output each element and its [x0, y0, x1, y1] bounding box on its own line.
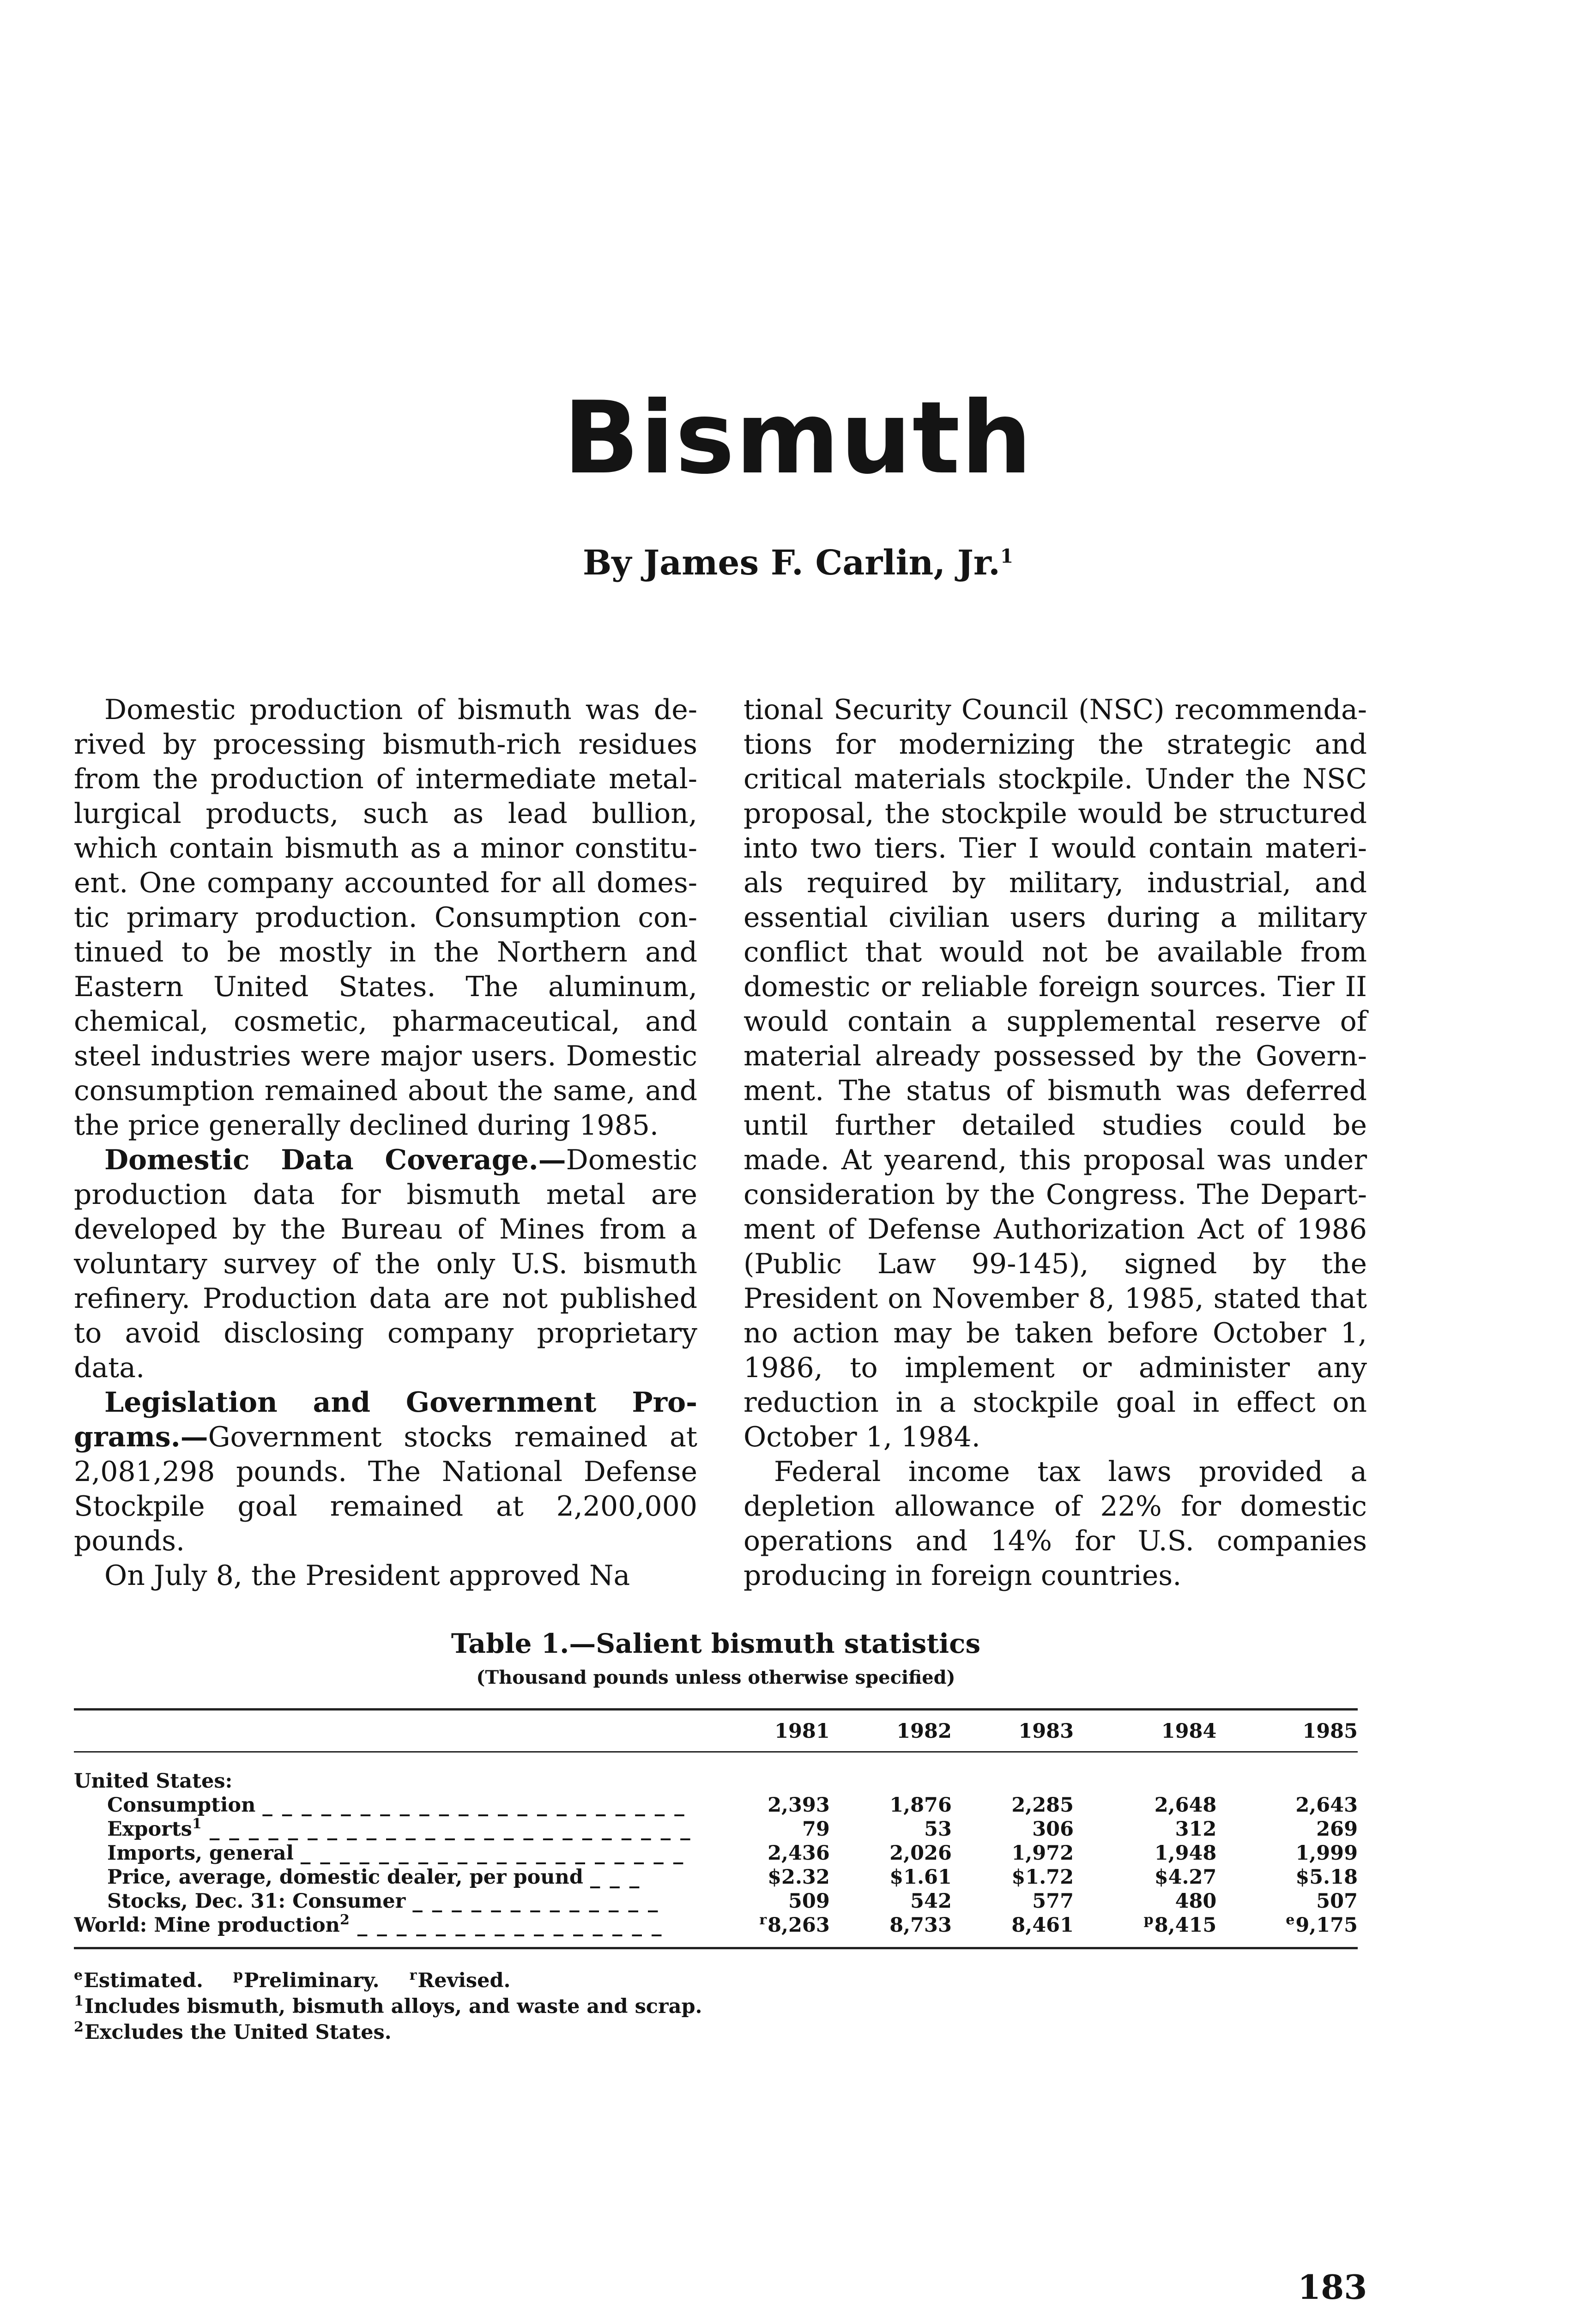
table-cell: 306: [1032, 1817, 1074, 1841]
left-column: [74, 693, 697, 1593]
salient-statistics-table-block: [74, 1628, 1358, 2045]
table-cell: $1.72: [1011, 1865, 1074, 1889]
table-cell: 8,461: [952, 1913, 1074, 1948]
table-cell: 312: [1175, 1817, 1217, 1841]
table-row: [74, 1913, 1358, 1948]
page-number: 183: [1298, 2267, 1367, 2307]
table-cell: 577: [1032, 1889, 1074, 1913]
footnote-1: $^1$Includes bismuth, bismuth alloys, and waste and scrap.: [74, 1993, 702, 2018]
table-cell: 2,643: [1295, 1793, 1358, 1817]
table-cell: 2,436: [768, 1841, 830, 1865]
table-cell: 79: [802, 1817, 830, 1841]
right-column: [744, 693, 1367, 1593]
header-year: 1983: [952, 1709, 1074, 1752]
document-title: Bismuth: [563, 380, 1033, 496]
row-label-exports: Exports$^1$ _ _ _ _ _ _ _ _ _ _ _ _ _ _ _ _ _ _ _ _ _ _ _ _ _: [107, 1817, 692, 1841]
author-byline: [0, 543, 1596, 584]
table-cell: $1.61: [889, 1865, 952, 1889]
section-head-legislation: Legislation and Government Programs.—: [74, 1386, 697, 1453]
body-columns: [74, 693, 1367, 1593]
table-cell: $^p$8,415: [1074, 1913, 1216, 1948]
row-label-imports: Imports, general _ _ _ _ _ _ _ _ _ _ _ _ _ _ _ _ _ _ _ _: [107, 1841, 685, 1865]
table-cell: 509: [788, 1889, 830, 1913]
table-cell: 1,876: [889, 1793, 952, 1817]
table-cell: 2,285: [1011, 1793, 1074, 1817]
table-cell: 2,648: [1154, 1793, 1217, 1817]
paragraph-july-8: On July 8, the President approved Na: [104, 1559, 630, 1592]
paragraph-nsc-continued: tional Security Council (NSC) recommendations for modernizing the strategic and critical materials stockpile. Under the NSC proposal, the stockpile would be structured into two tiers. Tier I would contain materials required by military, industrial, and essential civilian users during a military conflict that would not be available from domestic or reliable foreign sources. Tier II would contain a supplemental reserve of material already possessed by the Government. The status of bismuth was deferred until further detailed studies could be made. At yearend, this proposal was under consideration by the Congress. The Department of Defense Authorization Act of 1986 (Public Law 99-145), signed by the President on November 8, 1985, stated that no action may be taken before October 1, 1986, to implement or administer any reduction in a stockpile goal in effect on October 1, 1984.: [744, 694, 1367, 1453]
row-label-world-mine-production: World: Mine production$^2$ _ _ _ _ _ _ _ _ _ _ _ _ _ _ _ _: [74, 1913, 692, 1948]
header-year: 1985: [1216, 1709, 1358, 1752]
section-head-data-coverage: Domestic Data Coverage.—: [104, 1144, 566, 1176]
table-cell: $5.18: [1295, 1865, 1358, 1889]
table-section-row: [74, 1769, 1358, 1793]
author-name: By James F. Carlin, Jr.: [582, 543, 1000, 583]
row-label-consumption: Consumption _ _ _ _ _ _ _ _ _ _ _ _ _ _ _ _ _ _ _ _ _ _: [107, 1793, 686, 1817]
table-header-row: [74, 1709, 1358, 1752]
table-cell: 1,948: [1154, 1841, 1217, 1865]
table-cell: 53: [924, 1817, 952, 1841]
header-blank: [74, 1709, 692, 1752]
table-row: [74, 1865, 1358, 1889]
table-cell: $4.27: [1154, 1865, 1217, 1889]
table-row: [74, 1793, 1358, 1817]
table-cell: 2,026: [889, 1841, 952, 1865]
row-label-stocks: Stocks, Dec. 31: Consumer _ _ _ _ _ _ _ _ _ _ _ _ _: [107, 1889, 659, 1913]
author-footnote-mark: 1: [1000, 545, 1014, 568]
footnote-marks-legend: $^e$Estimated. $^p$Preliminary. $^r$Revised.: [74, 1967, 511, 1992]
table-cell: 1,999: [1295, 1841, 1358, 1865]
table-footnotes: [74, 1968, 1358, 2045]
table-cell: 542: [910, 1889, 952, 1913]
table-cell: 2,393: [768, 1793, 830, 1817]
salient-statistics-table: [74, 1708, 1358, 1949]
header-year: 1981: [692, 1709, 830, 1752]
table-cell: 480: [1175, 1889, 1217, 1913]
table-cell: 1,972: [1011, 1841, 1074, 1865]
footnote-2: $^2$Excludes the United States.: [74, 2019, 392, 2044]
table-title: Table 1.—Salient bismuth statistics: [451, 1628, 981, 1659]
table-row: [74, 1889, 1358, 1913]
header-year: 1982: [830, 1709, 952, 1752]
table-cell: $2.32: [768, 1865, 830, 1889]
table-subtitle: (Thousand pounds unless otherwise specified): [476, 1666, 955, 1688]
paragraph-tax: Federal income tax laws provided a depletion allowance of 22% for domestic operations and 14% for U.S. companies producing in foreign countries.: [744, 1456, 1367, 1592]
paragraph-legislation: Legislation and Government Programs.—Government stocks remained at 2,081,298 pounds. The National Defense Stockpile goal remained at 2,200,000 pounds.: [74, 1386, 697, 1557]
row-label-united-states: United States:: [74, 1769, 233, 1793]
table-cell: 269: [1316, 1817, 1358, 1841]
table-cell: $^e$9,175: [1216, 1913, 1358, 1948]
table-cell: $^r$8,263: [692, 1913, 830, 1948]
header-year: 1984: [1074, 1709, 1216, 1752]
table-cell: 507: [1316, 1889, 1358, 1913]
paragraph-data-coverage: Domestic Data Coverage.—Domestic production data for bismuth metal are developed by the Bureau of Mines from a voluntary survey of the only U.S. bismuth refinery. Production data are not published to avoid disclosing company proprietary data.: [74, 1144, 697, 1384]
table-row: [74, 1841, 1358, 1865]
row-label-price: Price, average, domestic dealer, per pound _ _ _: [107, 1865, 641, 1889]
table-row: [74, 1817, 1358, 1841]
table-cell: 8,733: [830, 1913, 952, 1948]
paragraph-intro: Domestic production of bismuth was derived by processing bismuth-rich residues from the production of intermediate metallurgical products, such as lead bullion, which contain bismuth as a minor constituent. One company accounted for all domestic primary production. Consumption continued to be mostly in the Northern and Eastern United States. The aluminum, chemical, cosmetic, pharmaceutical, and steel industries were major users. Domestic consumption remained about the same, and the price generally declined during 1985.: [74, 694, 697, 1142]
